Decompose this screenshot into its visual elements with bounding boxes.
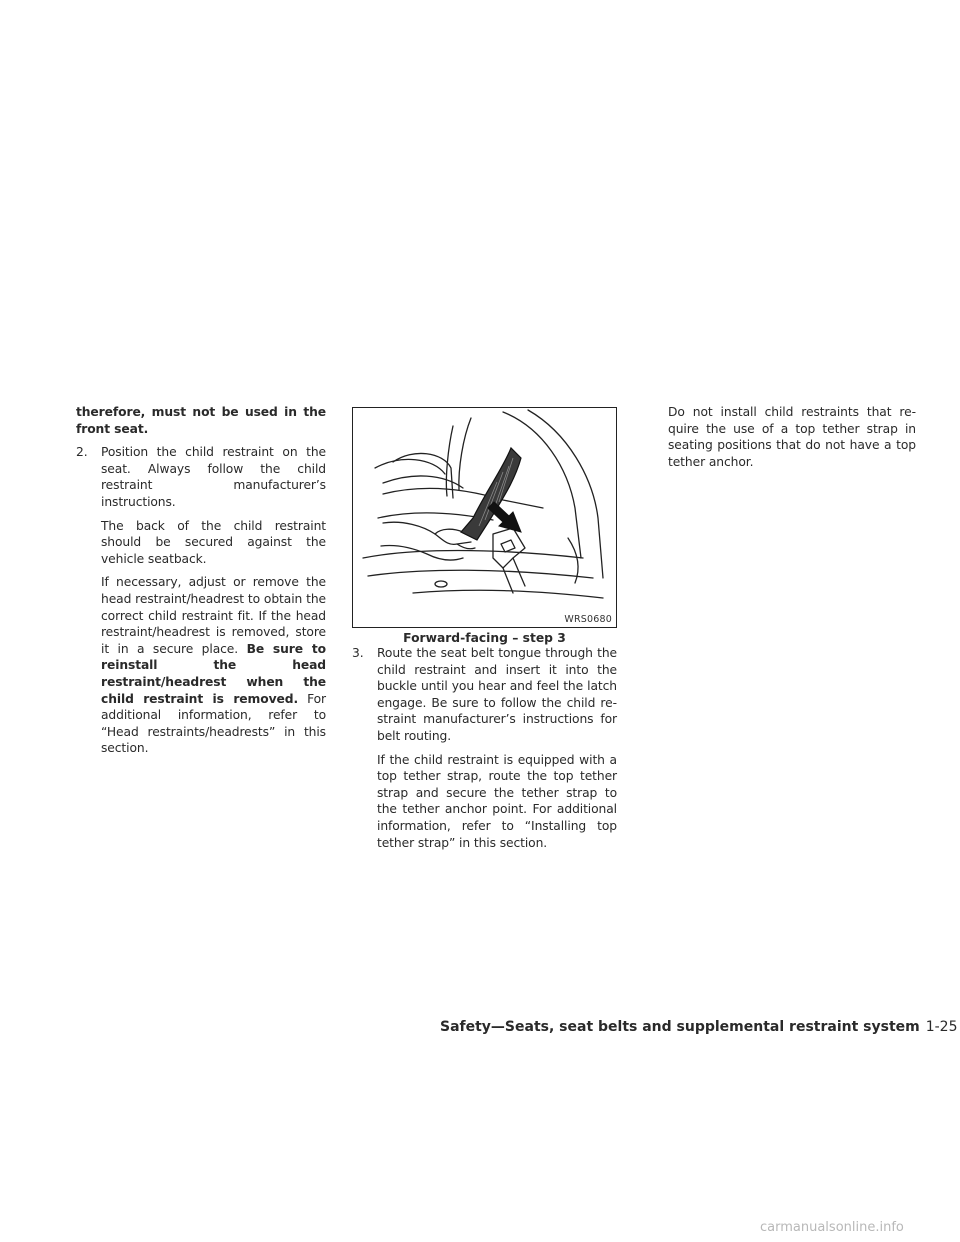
paragraph: The back of the child restraint should be secured against the vehicle seatback. — [101, 518, 326, 566]
list-item-lead: Position the child restraint on the seat. Always follow the child restraint manufacturer’s instructions. — [101, 445, 326, 509]
text-run: If necessary, adjust or remove the head restraint/headrest to obtain the correct child restraint fit. If the head restraint/headrest is removed, store it in a secure place. — [101, 575, 326, 656]
text-column-middle — [352, 645, 617, 858]
paragraph: If the child restraint is equipped with a top tether strap, route the top tether strap and secure the tether strap to the tether anchor point. For additional information, refer to “Installing top tether strap” in this section. — [377, 752, 617, 850]
page-footer — [440, 1019, 958, 1035]
continued-warning-text: therefore, must not be used in the front seat. — [76, 405, 326, 436]
child-seat-belt-illustration — [353, 408, 616, 627]
watermark-text: carmanualsonline.info — [760, 1220, 904, 1235]
figure-code: WRS0680 — [564, 614, 612, 625]
direction-arrow — [488, 502, 521, 532]
section-title: Safety—Seats, seat belts and supplemental restraint system — [440, 1019, 920, 1035]
text-column-left — [76, 404, 326, 764]
page-number: 1-25 — [925, 1019, 958, 1035]
text-run: For additional information, refer to “Head restraints/headrests” in this section. — [101, 691, 326, 756]
bold-warning-text: Be sure to reinstall the head restraint/headrest when the child restraint is removed. — [101, 641, 326, 706]
list-number: 3. — [352, 646, 364, 660]
list-item-lead: Route the seat belt tongue through the child restraint and insert it into the buckle until you hear and feel the latch engage. Be sure to follow the child restraint manufacturer’s instructions for belt routing. — [377, 646, 617, 743]
list-number: 2. — [76, 445, 88, 460]
list-item-3 — [352, 645, 617, 851]
figure-caption: Forward-facing – step 3 — [403, 631, 566, 645]
text-column-right — [668, 404, 916, 477]
paragraph: Do not install child restraints that require the use of a top tether strap in seating positions that do not have a top tether anchor. — [668, 405, 916, 469]
paragraph — [101, 574, 326, 757]
illustration-figure — [352, 407, 617, 628]
list-item-2 — [76, 444, 326, 757]
